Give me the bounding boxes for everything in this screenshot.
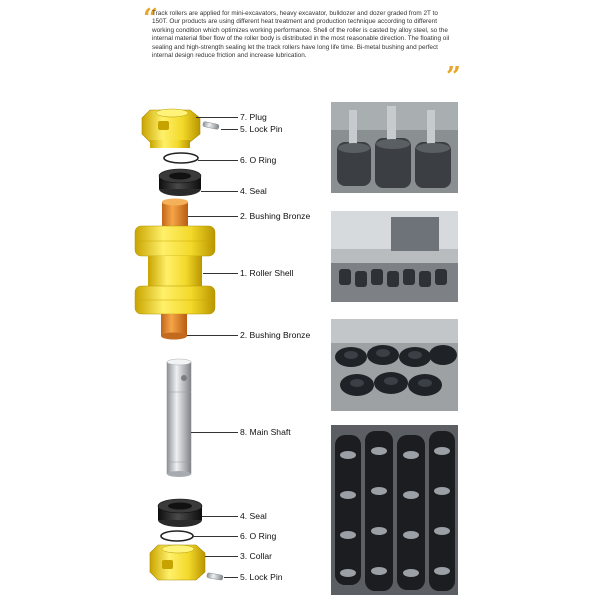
part-label-lock-pin: 5. Lock Pin (240, 124, 283, 134)
main-shaft-part (167, 359, 191, 477)
leader-line (202, 516, 238, 517)
part-label-collar: 3. Collar (240, 551, 272, 561)
leader-line (224, 577, 238, 578)
part-label-o-ring-2: 6. O Ring (240, 531, 277, 541)
factory-photo-assembly-line (331, 211, 458, 302)
leader-line (193, 536, 238, 537)
plug-part (142, 109, 200, 148)
leader-line (201, 191, 238, 192)
seal-part-bottom (158, 499, 202, 527)
part-label-roller-shell: 1. Roller Shell (240, 268, 294, 278)
part-label-seal-2: 4. Seal (240, 511, 267, 521)
seal-part (159, 169, 201, 196)
leader-line (221, 129, 238, 130)
close-quote-mark: ” (446, 62, 461, 92)
leader-line (203, 273, 238, 274)
part-label-lock-pin-2: 5. Lock Pin (240, 572, 283, 582)
factory-photo-painted-rollers (331, 319, 458, 411)
lock-pin-part (203, 121, 220, 129)
lock-pin-part-bottom (207, 573, 224, 581)
part-label-bushing-bronze-2: 2. Bushing Bronze (240, 330, 311, 340)
o-ring-part (164, 153, 198, 163)
leader-line (188, 216, 238, 217)
leader-line (187, 335, 238, 336)
open-quote-mark: “ (143, 4, 158, 34)
part-label-seal: 4. Seal (240, 186, 267, 196)
part-label-plug: 7. Plug (240, 112, 267, 122)
leader-line (191, 432, 238, 433)
factory-photo-warehouse-stock (331, 425, 458, 595)
leader-line (205, 556, 238, 557)
intro-text: Track rollers are applied for mini-excavators, heavy excavator, bulldozer and dozer graded from 2T to 150T. Our products are using different heat treatment and production technique according to different working condition which optimizes working performance. Shell of the roller is casted by alloy steel, so the internal material fiber flow of the roller body is distributed in the most reasonable direction. The floating oil sealing and high-strength sealing let the track rollers have long life time. Bi-metal bushing and perfect internal design reduce friction and increase lubrication. (152, 10, 450, 60)
leader-line (196, 117, 238, 118)
part-label-o-ring: 6. O Ring (240, 155, 277, 165)
part-label-bushing-bronze: 2. Bushing Bronze (240, 211, 311, 221)
part-label-main-shaft: 8. Main Shaft (240, 427, 291, 437)
o-ring-part-bottom (161, 531, 193, 541)
roller-shell-part (135, 199, 215, 340)
factory-photo-rollers-stacked (331, 102, 458, 193)
collar-part (150, 545, 205, 580)
leader-line (198, 160, 238, 161)
